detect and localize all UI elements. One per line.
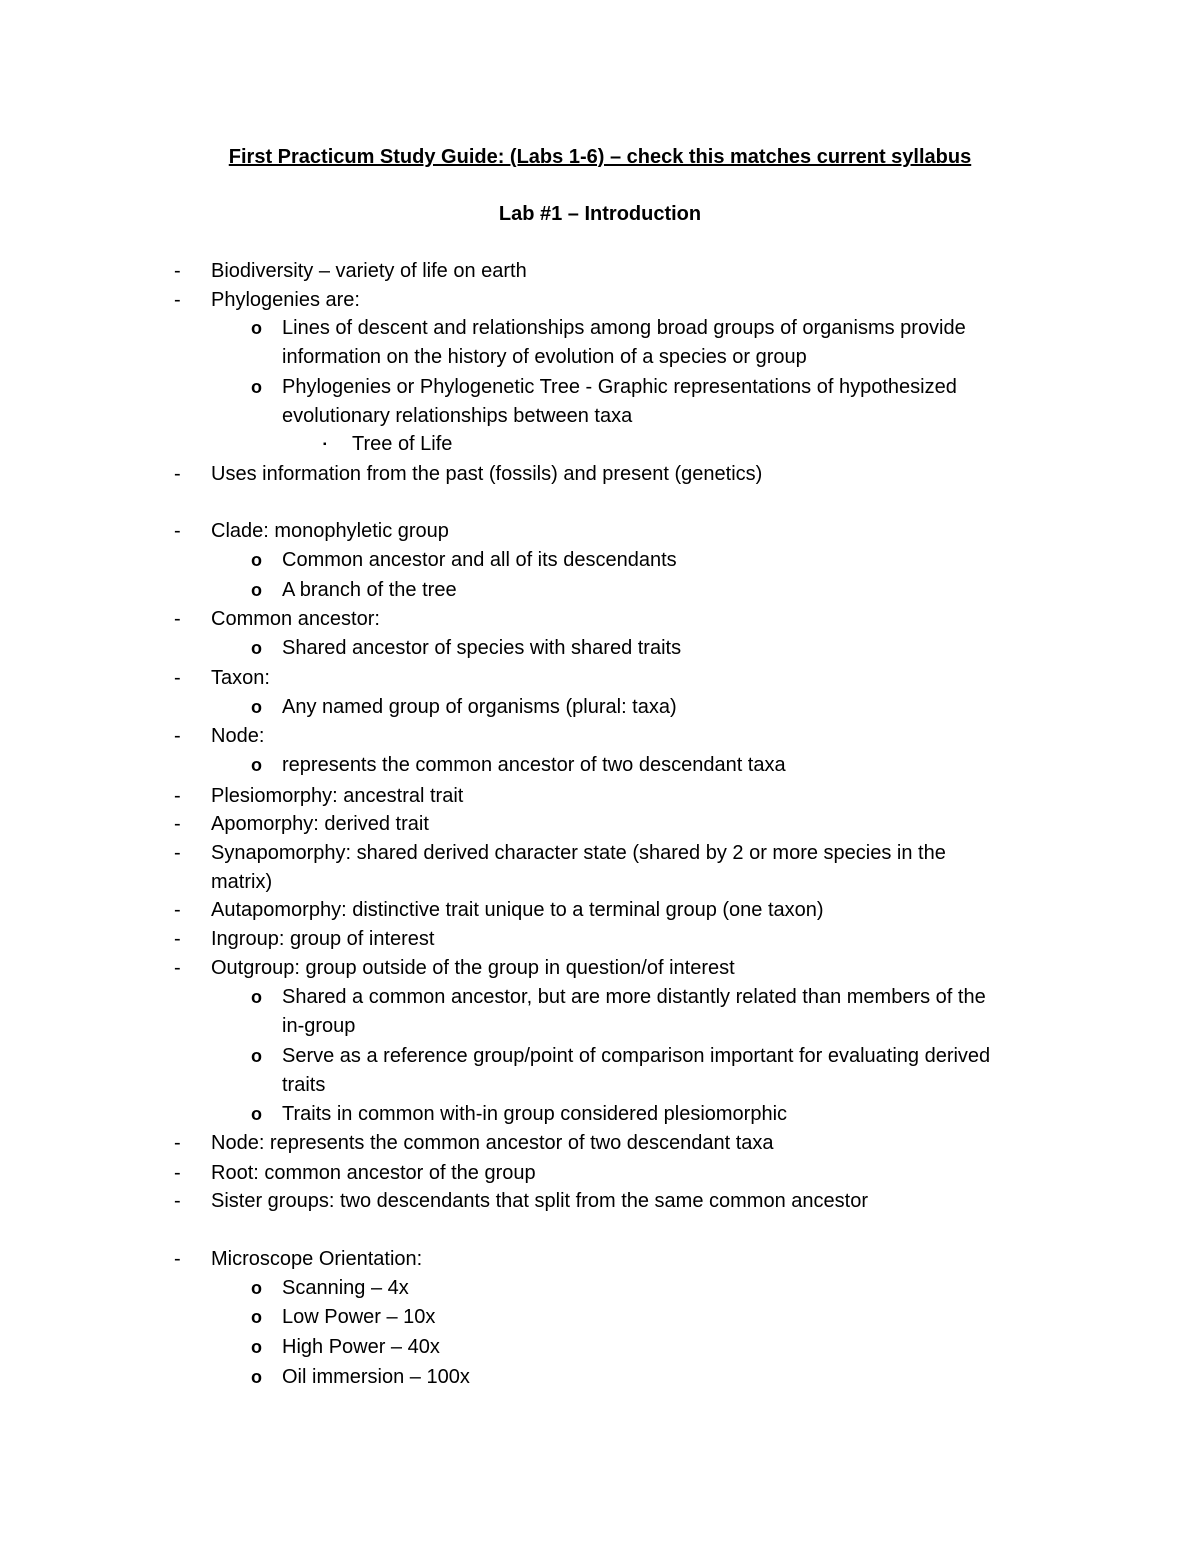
circle-bullet-icon: o	[251, 1307, 262, 1327]
list-item: Phylogenies or Phylogenetic Tree - Graphic representations of hypothesized	[282, 376, 957, 398]
circle-bullet-icon: o	[251, 580, 262, 600]
list-item: Apomorphy: derived trait	[211, 813, 429, 835]
list-item: Taxon:	[211, 667, 270, 689]
list-item: Synapomorphy: shared derived character state (shared by 2 or more species in the	[211, 842, 946, 864]
list-item: Traits in common with-in group considered plesiomorphic	[282, 1103, 788, 1125]
dash-bullet-icon: -	[174, 260, 181, 282]
list-item: High Power – 40x	[282, 1336, 440, 1358]
list-item: Root: common ancestor of the group	[211, 1162, 536, 1184]
dash-bullet-icon: -	[174, 899, 181, 921]
list-item: Phylogenies are:	[211, 289, 360, 311]
list-item: Common ancestor:	[211, 608, 380, 630]
dash-bullet-icon: -	[174, 813, 181, 835]
dash-bullet-icon: -	[174, 1132, 181, 1154]
dash-bullet-icon: -	[174, 1162, 181, 1184]
list-item-continuation: evolutionary relationships between taxa	[282, 405, 633, 427]
dash-bullet-icon: -	[174, 520, 181, 542]
list-item: Any named group of organisms (plural: taxa)	[282, 696, 677, 718]
dash-bullet-icon: -	[174, 289, 181, 311]
circle-bullet-icon: o	[251, 755, 262, 775]
list-item: Shared a common ancestor, but are more distantly related than members of the	[282, 986, 986, 1008]
list-item-continuation: matrix)	[211, 871, 273, 893]
list-item: Clade: monophyletic group	[211, 520, 449, 542]
circle-bullet-icon: o	[251, 1104, 262, 1124]
list-item: Node: represents the common ancestor of two descendant taxa	[211, 1132, 774, 1154]
list-item: Oil immersion – 100x	[282, 1366, 470, 1388]
list-item: Biodiversity – variety of life on earth	[211, 260, 527, 282]
dash-bullet-icon: -	[174, 667, 181, 689]
dash-bullet-icon: -	[174, 842, 181, 864]
list-item: Lines of descent and relationships among broad groups of organisms provide	[282, 317, 966, 339]
dash-bullet-icon: -	[174, 463, 181, 485]
list-item: Shared ancestor of species with shared traits	[282, 637, 682, 659]
list-item: Common ancestor and all of its descendants	[282, 549, 677, 571]
circle-bullet-icon: o	[251, 1337, 262, 1357]
circle-bullet-icon: o	[251, 1278, 262, 1298]
dash-bullet-icon: -	[174, 957, 181, 979]
list-item-continuation: in-group	[282, 1015, 356, 1037]
list-item: Sister groups: two descendants that split from the same common ancestor	[211, 1190, 868, 1212]
circle-bullet-icon: o	[251, 1046, 262, 1066]
circle-bullet-icon: o	[251, 1367, 262, 1387]
list-item: Tree of Life	[352, 433, 453, 455]
circle-bullet-icon: o	[251, 318, 262, 338]
list-item-continuation: traits	[282, 1074, 326, 1096]
list-item: Low Power – 10x	[282, 1306, 436, 1328]
list-item: A branch of the tree	[282, 579, 457, 601]
dash-bullet-icon: -	[174, 1248, 181, 1270]
list-item: Scanning – 4x	[282, 1277, 409, 1299]
list-item: Serve as a reference group/point of comparison important for evaluating derived	[282, 1045, 991, 1067]
list-item-continuation: information on the history of evolution of a species or group	[282, 346, 807, 368]
circle-bullet-icon: o	[251, 377, 262, 397]
dash-bullet-icon: -	[174, 785, 181, 807]
list-item: Autapomorphy: distinctive trait unique to a terminal group (one taxon)	[211, 899, 824, 921]
square-bullet-icon: ▪	[323, 439, 327, 450]
dash-bullet-icon: -	[174, 928, 181, 950]
list-item: Outgroup: group outside of the group in question/of interest	[211, 957, 735, 979]
document-title: First Practicum Study Guide: (Labs 1-6) – check this matches current syllabus	[228, 146, 972, 168]
dash-bullet-icon: -	[174, 608, 181, 630]
dash-bullet-icon: -	[174, 725, 181, 747]
list-item: Ingroup: group of interest	[211, 928, 435, 950]
circle-bullet-icon: o	[251, 987, 262, 1007]
list-item: Uses information from the past (fossils) and present (genetics)	[211, 463, 763, 485]
dash-bullet-icon: -	[174, 1190, 181, 1212]
circle-bullet-icon: o	[251, 550, 262, 570]
list-item: Microscope Orientation:	[211, 1248, 423, 1270]
list-item: Node:	[211, 725, 265, 747]
circle-bullet-icon: o	[251, 697, 262, 717]
lab-heading: Lab #1 – Introduction	[498, 203, 702, 225]
circle-bullet-icon: o	[251, 638, 262, 658]
list-item: represents the common ancestor of two descendant taxa	[282, 754, 786, 776]
list-item: Plesiomorphy: ancestral trait	[211, 785, 464, 807]
